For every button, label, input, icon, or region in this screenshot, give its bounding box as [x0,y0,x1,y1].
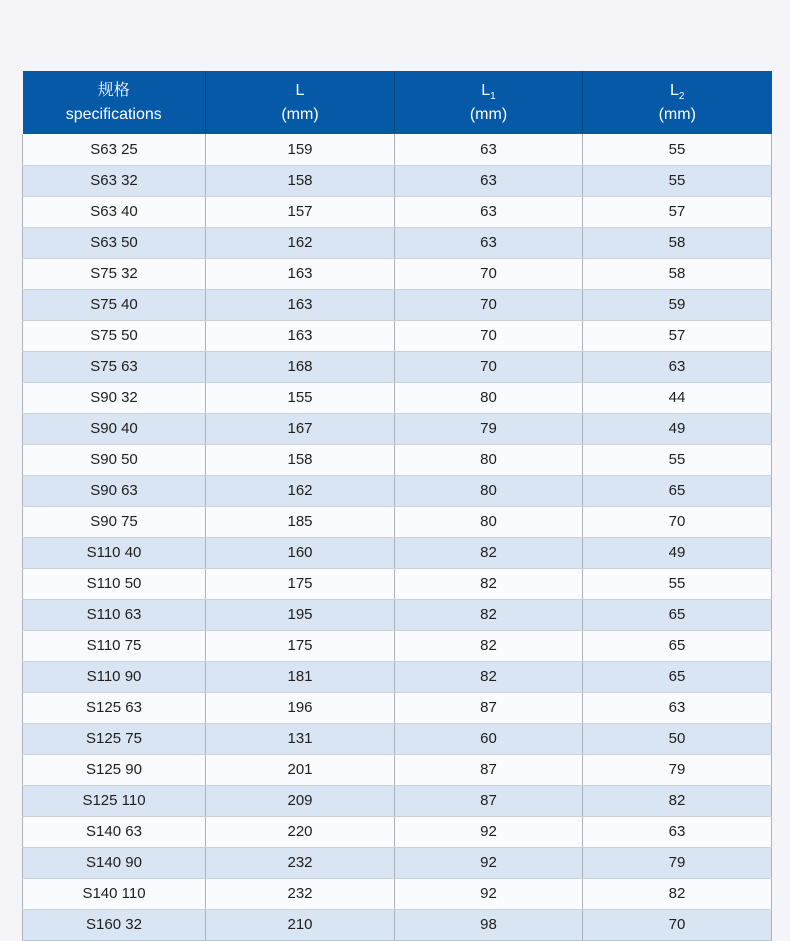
header-l2 [583,71,772,134]
value-cell: 87 [395,692,583,723]
value-cell: 159 [206,134,395,165]
spec-cell: S125 110 [23,785,206,816]
value-cell: 44 [583,382,772,413]
value-cell: 87 [395,785,583,816]
header-l [206,71,395,134]
table-row [23,723,772,754]
spec-cell: S90 40 [23,413,206,444]
value-cell: 210 [206,909,395,940]
spec-cell: S63 32 [23,165,206,196]
value-cell: 63 [583,351,772,382]
table-row [23,568,772,599]
spec-cell: S75 50 [23,320,206,351]
value-cell: 79 [395,413,583,444]
value-cell: 63 [583,816,772,847]
value-cell: 92 [395,816,583,847]
value-cell: 55 [583,165,772,196]
table-row [23,537,772,568]
table-row [23,165,772,196]
value-cell: 82 [395,630,583,661]
value-cell: 195 [206,599,395,630]
spec-cell: S63 25 [23,134,206,165]
table-row [23,475,772,506]
header-l2-sub: 2 [678,91,685,103]
header-specifications-zh: 规格 [97,82,130,100]
spec-cell: S75 63 [23,351,206,382]
value-cell: 63 [395,165,583,196]
table-row [23,785,772,816]
header-l1-letter: L [481,82,491,100]
spec-cell: S110 40 [23,537,206,568]
value-cell: 49 [583,537,772,568]
spec-cell: S90 50 [23,444,206,475]
value-cell: 58 [583,258,772,289]
header-l2-letter: L [670,82,679,100]
value-cell: 63 [395,196,583,227]
value-cell: 65 [583,661,772,692]
value-cell: 232 [206,878,395,909]
value-cell: 163 [206,289,395,320]
value-cell: 196 [206,692,395,723]
table-row [23,289,772,320]
spec-cell: S75 32 [23,258,206,289]
spec-cell: S140 90 [23,847,206,878]
value-cell: 79 [583,847,772,878]
spec-table [22,71,772,941]
header-specifications [23,71,206,134]
table-row [23,382,772,413]
value-cell: 131 [206,723,395,754]
table-row [23,692,772,723]
spec-cell: S110 75 [23,630,206,661]
header-l-unit: (mm) [281,105,319,123]
value-cell: 82 [395,537,583,568]
spec-cell: S75 40 [23,289,206,320]
value-cell: 70 [583,909,772,940]
spec-cell: S140 110 [23,878,206,909]
value-cell: 158 [206,444,395,475]
spec-cell: S90 75 [23,506,206,537]
value-cell: 70 [583,506,772,537]
spec-cell: S125 63 [23,692,206,723]
value-cell: 82 [395,661,583,692]
value-cell: 55 [583,134,772,165]
value-cell: 82 [583,785,772,816]
spec-cell: S90 63 [23,475,206,506]
table-row [23,258,772,289]
table-row [23,320,772,351]
table-row [23,661,772,692]
table-row [23,351,772,382]
value-cell: 70 [395,320,583,351]
spec-cell: S125 75 [23,723,206,754]
value-cell: 60 [395,723,583,754]
value-cell: 92 [395,878,583,909]
table-row [23,413,772,444]
spec-cell: S63 50 [23,227,206,258]
value-cell: 70 [395,351,583,382]
table-row [23,878,772,909]
value-cell: 50 [583,723,772,754]
value-cell: 82 [395,568,583,599]
table-row [23,816,772,847]
value-cell: 167 [206,413,395,444]
value-cell: 70 [395,258,583,289]
header-l-letter: L [295,82,305,100]
value-cell: 181 [206,661,395,692]
value-cell: 157 [206,196,395,227]
value-cell: 220 [206,816,395,847]
table-row [23,227,772,258]
value-cell: 49 [583,413,772,444]
spec-cell: S63 40 [23,196,206,227]
table-row [23,444,772,475]
value-cell: 80 [395,506,583,537]
value-cell: 57 [583,196,772,227]
value-cell: 168 [206,351,395,382]
value-cell: 158 [206,165,395,196]
value-cell: 185 [206,506,395,537]
value-cell: 92 [395,847,583,878]
table-row [23,630,772,661]
value-cell: 175 [206,630,395,661]
value-cell: 163 [206,258,395,289]
value-cell: 55 [583,444,772,475]
value-cell: 163 [206,320,395,351]
value-cell: 65 [583,599,772,630]
header-specifications-en: specifications [65,105,162,123]
value-cell: 63 [583,692,772,723]
spec-cell: S140 63 [23,816,206,847]
table-row [23,196,772,227]
value-cell: 57 [583,320,772,351]
spec-cell: S125 90 [23,754,206,785]
header-l1-unit: (mm) [469,105,508,123]
table-row [23,599,772,630]
value-cell: 232 [206,847,395,878]
header-l1 [395,71,583,134]
value-cell: 65 [583,630,772,661]
table-row [23,754,772,785]
spec-cell: S110 90 [23,661,206,692]
value-cell: 79 [583,754,772,785]
value-cell: 63 [395,134,583,165]
value-cell: 55 [583,568,772,599]
table-row [23,134,772,165]
value-cell: 70 [395,289,583,320]
spec-table-header [23,71,772,134]
value-cell: 175 [206,568,395,599]
value-cell: 160 [206,537,395,568]
value-cell: 162 [206,227,395,258]
value-cell: 162 [206,475,395,506]
value-cell: 80 [395,475,583,506]
value-cell: 82 [583,878,772,909]
spec-table-body [23,134,772,940]
header-l2-unit: (mm) [658,105,696,123]
value-cell: 209 [206,785,395,816]
value-cell: 58 [583,227,772,258]
spec-cell: S90 32 [23,382,206,413]
spec-cell: S160 32 [23,909,206,940]
value-cell: 87 [395,754,583,785]
value-cell: 98 [395,909,583,940]
value-cell: 59 [583,289,772,320]
table-row [23,847,772,878]
table-row [23,506,772,537]
value-cell: 82 [395,599,583,630]
spec-cell: S110 63 [23,599,206,630]
value-cell: 65 [583,475,772,506]
value-cell: 155 [206,382,395,413]
value-cell: 63 [395,227,583,258]
value-cell: 201 [206,754,395,785]
spec-cell: S110 50 [23,568,206,599]
table-row [23,909,772,940]
spec-table-container [22,71,771,941]
value-cell: 80 [395,444,583,475]
header-row [23,71,772,134]
header-l1-sub: 1 [490,91,496,103]
value-cell: 80 [395,382,583,413]
